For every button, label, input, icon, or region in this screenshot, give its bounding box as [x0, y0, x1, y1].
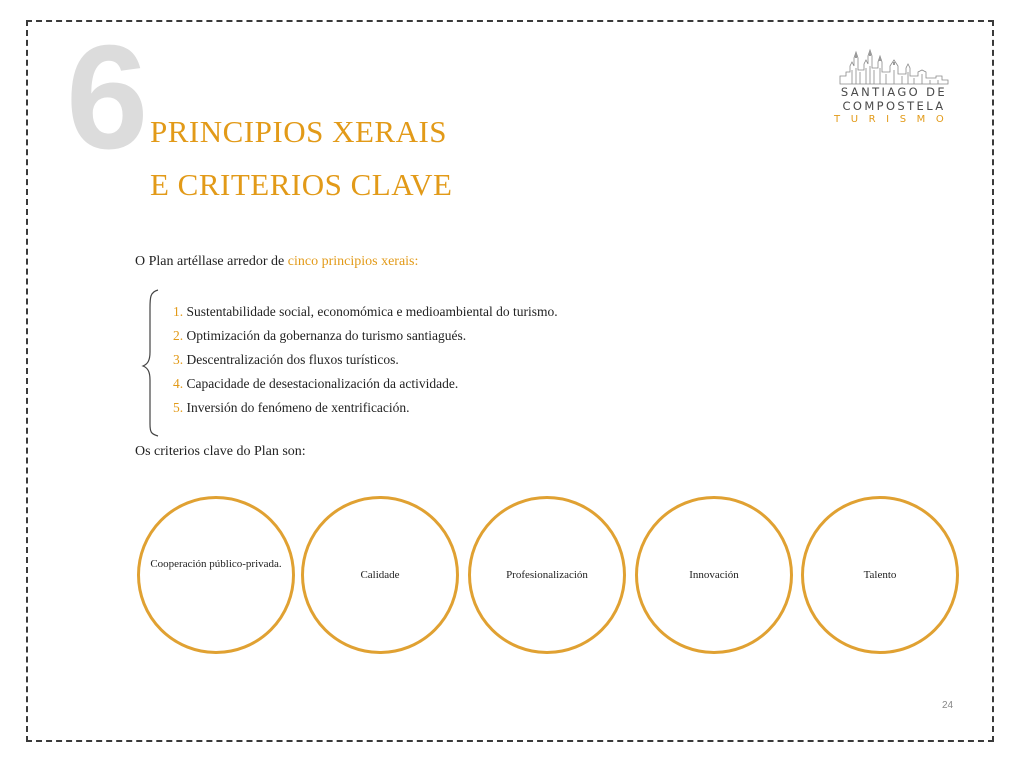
- criteria-intro-text: Os criterios clave do Plan son:: [135, 444, 306, 459]
- left-brace-icon: [140, 288, 162, 438]
- criterion-label: Talento: [863, 569, 897, 581]
- santiago-turismo-logo: [832, 44, 956, 128]
- principles-list: [173, 300, 558, 420]
- list-item: [173, 300, 558, 324]
- list-item: [173, 396, 558, 420]
- section-title-line2: E CRITERIOS CLAVE: [150, 167, 453, 202]
- criterion-label: Calidade: [360, 569, 400, 581]
- criterion-circle-cooperacion: [137, 496, 295, 654]
- list-item: [173, 372, 558, 396]
- criterion-label: Cooperación público-privada.: [150, 558, 282, 570]
- list-item: [173, 348, 558, 372]
- intro-highlight: cinco principios xerais:: [287, 254, 419, 269]
- list-item-number: 2.: [173, 328, 184, 343]
- criterion-label: Profesionalización: [506, 569, 588, 581]
- list-item-text: Sustentabilidade social, economómica e medioambiental do turismo.: [186, 304, 558, 319]
- list-item-number: 4.: [173, 376, 184, 391]
- cathedral-skyline-icon: [838, 46, 950, 86]
- criterion-circle-profesionalizacion: [468, 496, 626, 654]
- page-number: 24: [942, 700, 954, 711]
- list-item-number: 5.: [173, 400, 184, 415]
- section-title-line1: PRINCIPIOS XERAIS: [150, 114, 448, 149]
- intro-text: [135, 254, 418, 270]
- criterion-circle-talento: [801, 496, 959, 654]
- list-item-number: 3.: [173, 352, 184, 367]
- list-item: [173, 324, 558, 348]
- logo-name-line1: SANTIAGO DE: [840, 85, 948, 99]
- list-item-text: Capacidade de desestacionalización da actividade.: [186, 376, 459, 391]
- list-item-number: 1.: [173, 304, 184, 319]
- intro-prefix: O Plan artéllase arredor de: [135, 254, 288, 269]
- section-number: 6: [66, 15, 149, 180]
- list-item-text: Inversión do fenómeno de xentrificación.: [186, 400, 410, 415]
- criterion-label: Innovación: [689, 569, 739, 581]
- logo-name-line2: COMPOSTELA: [842, 99, 946, 113]
- criterion-circle-calidade: [301, 496, 459, 654]
- logo-tagline: TURISMO: [834, 114, 955, 125]
- list-item-text: Descentralización dos fluxos turísticos.: [186, 352, 399, 367]
- criterion-circle-innovacion: [635, 496, 793, 654]
- list-item-text: Optimización da gobernanza do turismo santiagués.: [186, 328, 467, 343]
